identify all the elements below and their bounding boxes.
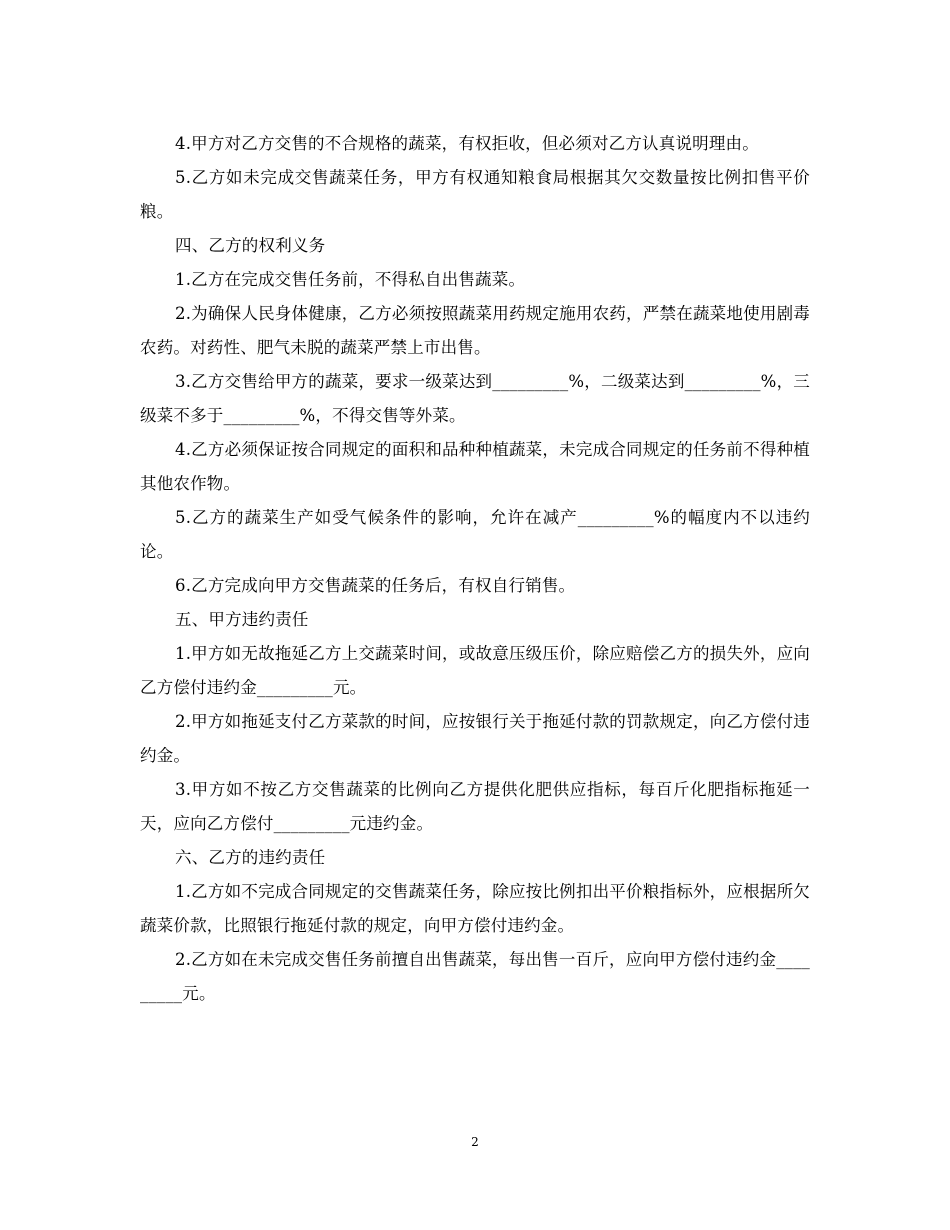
paragraph-no-private-sale: 1.乙方在完成交售任务前，不得私自出售蔬菜。 bbox=[175, 270, 526, 289]
paragraph-buyer-deduct-grain: 5.乙方如未完成交售蔬菜任务，甲方有权通知粮食局根据其欠交数量按比例扣售平价粮。 bbox=[140, 168, 810, 221]
paragraph-self-sale-right: 6.乙方完成向甲方交售蔬菜的任务后，有权自行销售。 bbox=[175, 576, 576, 595]
paragraph-weather-reduction: 5.乙方的蔬菜生产如受气候条件的影响，允许在减产_________%的幅度内不以违约论。 bbox=[140, 508, 810, 561]
section-heading-seller-rights: 四、乙方的权利义务 bbox=[175, 236, 326, 255]
paragraph-buyer-payment-delay: 2.甲方如拖延支付乙方菜款的时间，应按银行关于拖延付款的罚款规定，向乙方偿付违约金。 bbox=[140, 712, 810, 765]
paragraph-buyer-reject-nonconforming: 4.甲方对乙方交售的不合规格的蔬菜，有权拒收，但必须对乙方认真说明理由。 bbox=[175, 134, 759, 153]
paragraph-buyer-delay-penalty: 1.甲方如无故拖延乙方上交蔬菜时间，或故意压级压价，除应赔偿乙方的损失外，应向乙方偿付违约金_________元。 bbox=[140, 644, 810, 697]
section-heading-buyer-liability: 五、甲方违约责任 bbox=[175, 610, 309, 629]
paragraph-buyer-fertilizer-delay: 3.甲方如不按乙方交售蔬菜的比例向乙方提供化肥供应指标，每百斤化肥指标拖延一天，应向乙方偿付_________元违约金。 bbox=[140, 780, 810, 833]
page-number: 2 bbox=[471, 1135, 479, 1149]
section-heading-seller-liability: 六、乙方的违约责任 bbox=[175, 848, 326, 867]
paragraph-seller-incomplete-task: 1.乙方如不完成合同规定的交售蔬菜任务，除应按比例扣出平价粮指标外，应根据所欠蔬菜价款，比照银行拖延付款的规定，向甲方偿付违约金。 bbox=[140, 882, 810, 935]
paragraph-seller-unauthorized-sale: 2.乙方如在未完成交售任务前擅自出售蔬菜，每出售一百斤，应向甲方偿付违约金_________元。 bbox=[140, 950, 810, 1003]
document-body bbox=[140, 127, 810, 1011]
paragraph-quality-grades: 3.乙方交售给甲方的蔬菜，要求一级菜达到_________%，二级菜达到_________%，三级菜不多于_________%，不得交售等外菜。 bbox=[140, 372, 810, 425]
paragraph-pesticide-rules: 2.为确保人民身体健康，乙方必须按照蔬菜用药规定施用农药，严禁在蔬菜地使用剧毒农药。对药性、肥气未脱的蔬菜严禁上市出售。 bbox=[140, 304, 810, 357]
paragraph-planting-area: 4.乙方必须保证按合同规定的面积和品种种植蔬菜，未完成合同规定的任务前不得种植其他农作物。 bbox=[140, 440, 810, 493]
